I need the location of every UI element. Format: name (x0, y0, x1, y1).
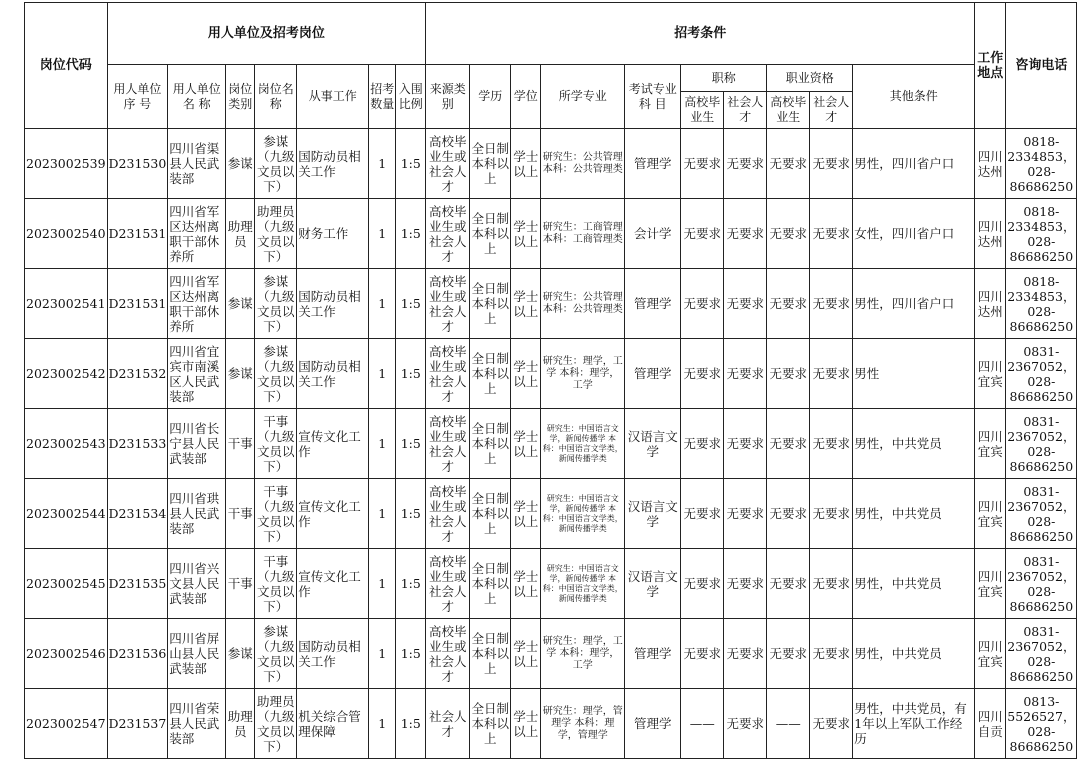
header-unit-group: 用人单位及招考岗位 (107, 3, 426, 65)
cell-major: 研究生：理学，管理学 本科：理学，管理学 (541, 689, 625, 759)
cell-count: 1 (369, 409, 396, 479)
header-qual-grad: 高校毕业生 (767, 92, 810, 129)
cell-major: 研究生：理学，工学 本科：理学，工学 (541, 619, 625, 689)
header-title-social: 社会人才 (724, 92, 767, 129)
cell-title-grad: 无要求 (681, 199, 724, 269)
cell-other: 男性，中共党员 (853, 549, 975, 619)
cell-title-grad: —— (681, 689, 724, 759)
cell-edu: 全日制本科以上 (470, 619, 511, 689)
cell-edu: 全日制本科以上 (470, 409, 511, 479)
cell-qual-social: 无要求 (810, 409, 853, 479)
cell-title-grad: 无要求 (681, 339, 724, 409)
table-row (25, 409, 1077, 479)
cell-code: 2023002542 (25, 339, 108, 409)
cell-work: 财务工作 (297, 199, 369, 269)
cell-title-social: 无要求 (724, 199, 767, 269)
cell-location: 四川达州 (975, 129, 1006, 199)
cell-major: 研究生：公共管理 本科：公共管理类 (541, 269, 625, 339)
header-other: 其他条件 (853, 65, 975, 129)
cell-source: 社会人才 (426, 689, 470, 759)
cell-title-grad: 无要求 (681, 479, 724, 549)
cell-phone: 0831-2367052，028-86686250 (1006, 479, 1077, 549)
cell-post-name: 参谋（九级文员以下） (255, 129, 297, 199)
cell-major: 研究生：公共管理 本科：公共管理类 (541, 129, 625, 199)
cell-source: 高校毕业生或社会人才 (426, 199, 470, 269)
cell-post-name: 参谋（九级文员以下） (255, 339, 297, 409)
cell-post-name: 干事（九级文员以下） (255, 549, 297, 619)
table-row (25, 339, 1077, 409)
cell-title-social: 无要求 (724, 339, 767, 409)
cell-title-social: 无要求 (724, 269, 767, 339)
cell-phone: 0831-2367052，028-86686250 (1006, 619, 1077, 689)
cell-source: 高校毕业生或社会人才 (426, 129, 470, 199)
cell-post-type: 干事 (226, 549, 255, 619)
table-row (25, 129, 1077, 199)
header-unit-no: 用人单位序 号 (107, 65, 168, 129)
cell-ratio: 1:5 (396, 619, 426, 689)
cell-title-grad: 无要求 (681, 129, 724, 199)
cell-qual-grad: 无要求 (767, 199, 810, 269)
cell-post-type: 参谋 (226, 129, 255, 199)
cell-other: 男性，四川省户口 (853, 129, 975, 199)
cell-post-type: 参谋 (226, 619, 255, 689)
cell-phone: 0818-2334853，028-86686250 (1006, 129, 1077, 199)
cell-ratio: 1:5 (396, 409, 426, 479)
cell-source: 高校毕业生或社会人才 (426, 479, 470, 549)
cell-major: 研究生：中国语言文学，新闻传播学 本科：中国语言文学类，新闻传播学类 (541, 479, 625, 549)
cell-edu: 全日制本科以上 (470, 269, 511, 339)
table-body (25, 129, 1077, 759)
cell-work: 国防动员相关工作 (297, 269, 369, 339)
cell-unit-no: D231532 (107, 339, 168, 409)
cell-ratio: 1:5 (396, 129, 426, 199)
header-location: 工作地点 (975, 3, 1006, 129)
table-row (25, 199, 1077, 269)
cell-post-type: 参谋 (226, 269, 255, 339)
header-title-group: 职称 (681, 65, 767, 92)
cell-unit-no: D231531 (107, 269, 168, 339)
cell-other: 男性，中共党员 (853, 479, 975, 549)
cell-work: 国防动员相关工作 (297, 339, 369, 409)
cell-edu: 全日制本科以上 (470, 129, 511, 199)
header-unit-name: 用人单位名 称 (168, 65, 226, 129)
cell-unit-no: D231534 (107, 479, 168, 549)
header-work: 从事工作 (297, 65, 369, 129)
cell-title-grad: 无要求 (681, 549, 724, 619)
cell-other: 男性，中共党员，有1年以上军队工作经历 (853, 689, 975, 759)
cell-unit-no: D231537 (107, 689, 168, 759)
header-major: 所学专业 (541, 65, 625, 129)
cell-qual-grad: 无要求 (767, 269, 810, 339)
cell-edu: 全日制本科以上 (470, 689, 511, 759)
recruitment-table (24, 2, 1077, 759)
cell-post-type: 干事 (226, 479, 255, 549)
cell-code: 2023002539 (25, 129, 108, 199)
cell-edu: 全日制本科以上 (470, 339, 511, 409)
cell-title-social: 无要求 (724, 409, 767, 479)
cell-location: 四川宜宾 (975, 479, 1006, 549)
cell-qual-grad: 无要求 (767, 619, 810, 689)
cell-degree: 学士以上 (511, 269, 541, 339)
cell-exam: 管理学 (625, 269, 681, 339)
cell-exam: 汉语言文学 (625, 549, 681, 619)
cell-count: 1 (369, 199, 396, 269)
cell-ratio: 1:5 (396, 689, 426, 759)
header-qual-social: 社会人才 (810, 92, 853, 129)
cell-qual-grad: 无要求 (767, 549, 810, 619)
cell-edu: 全日制本科以上 (470, 479, 511, 549)
cell-title-social: 无要求 (724, 619, 767, 689)
cell-location: 四川宜宾 (975, 339, 1006, 409)
cell-work: 机关综合管理保障 (297, 689, 369, 759)
cell-qual-social: 无要求 (810, 619, 853, 689)
cell-title-social: 无要求 (724, 549, 767, 619)
cell-unit-no: D231530 (107, 129, 168, 199)
cell-unit: 四川省军区达州离职干部休养所 (168, 269, 226, 339)
cell-post-name: 干事（九级文员以下） (255, 479, 297, 549)
cell-other: 女性，四川省户口 (853, 199, 975, 269)
cell-work: 宣传文化工作 (297, 549, 369, 619)
cell-exam: 汉语言文学 (625, 409, 681, 479)
cell-degree: 学士以上 (511, 619, 541, 689)
cell-count: 1 (369, 619, 396, 689)
cell-count: 1 (369, 269, 396, 339)
header-title-grad: 高校毕业生 (681, 92, 724, 129)
cell-phone: 0813-5526527，028-86686250 (1006, 689, 1077, 759)
cell-ratio: 1:5 (396, 549, 426, 619)
cell-post-type: 助理员 (226, 199, 255, 269)
cell-unit: 四川省屏山县人民武装部 (168, 619, 226, 689)
cell-qual-social: 无要求 (810, 269, 853, 339)
cell-exam: 管理学 (625, 129, 681, 199)
cell-location: 四川宜宾 (975, 409, 1006, 479)
cell-qual-grad: 无要求 (767, 479, 810, 549)
cell-code: 2023002543 (25, 409, 108, 479)
cell-unit-no: D231535 (107, 549, 168, 619)
cell-phone: 0818-2334853，028-86686250 (1006, 199, 1077, 269)
cell-location: 四川自贡 (975, 689, 1006, 759)
cell-count: 1 (369, 689, 396, 759)
cell-unit: 四川省军区达州离职干部休养所 (168, 199, 226, 269)
cell-edu: 全日制本科以上 (470, 549, 511, 619)
cell-qual-social: 无要求 (810, 689, 853, 759)
cell-degree: 学士以上 (511, 549, 541, 619)
cell-exam: 汉语言文学 (625, 479, 681, 549)
cell-location: 四川达州 (975, 199, 1006, 269)
header-post-type: 岗位类别 (226, 65, 255, 129)
cell-exam: 管理学 (625, 619, 681, 689)
cell-qual-grad: 无要求 (767, 409, 810, 479)
cell-other: 男性，四川省户口 (853, 269, 975, 339)
table-row (25, 619, 1077, 689)
cell-source: 高校毕业生或社会人才 (426, 339, 470, 409)
cell-phone: 0831-2367052，028-86686250 (1006, 339, 1077, 409)
cell-post-name: 参谋（九级文员以下） (255, 269, 297, 339)
cell-work: 宣传文化工作 (297, 409, 369, 479)
cell-unit: 四川省渠县人民武装部 (168, 129, 226, 199)
cell-title-grad: 无要求 (681, 409, 724, 479)
cell-exam: 会计学 (625, 199, 681, 269)
cell-qual-social: 无要求 (810, 199, 853, 269)
header-code: 岗位代码 (25, 3, 108, 129)
cell-unit: 四川省荣县人民武装部 (168, 689, 226, 759)
cell-qual-grad: 无要求 (767, 339, 810, 409)
cell-phone: 0831-2367052，028-86686250 (1006, 409, 1077, 479)
cell-title-social: 无要求 (724, 689, 767, 759)
cell-major: 研究生：中国语言文学，新闻传播学 本科：中国语言文学类，新闻传播学类 (541, 549, 625, 619)
cell-code: 2023002547 (25, 689, 108, 759)
cell-edu: 全日制本科以上 (470, 199, 511, 269)
cell-count: 1 (369, 549, 396, 619)
cell-other: 男性 (853, 339, 975, 409)
cell-post-name: 助理员（九级文员以下） (255, 199, 297, 269)
cell-ratio: 1:5 (396, 199, 426, 269)
header-edu: 学历 (470, 65, 511, 129)
cell-code: 2023002541 (25, 269, 108, 339)
cell-unit-no: D231536 (107, 619, 168, 689)
header-cond-group: 招考条件 (426, 3, 975, 65)
cell-qual-social: 无要求 (810, 549, 853, 619)
cell-source: 高校毕业生或社会人才 (426, 269, 470, 339)
cell-degree: 学士以上 (511, 409, 541, 479)
cell-unit-no: D231533 (107, 409, 168, 479)
cell-code: 2023002540 (25, 199, 108, 269)
cell-qual-grad: 无要求 (767, 129, 810, 199)
cell-post-name: 参谋（九级文员以下） (255, 619, 297, 689)
cell-major: 研究生：中国语言文学，新闻传播学 本科：中国语言文学类，新闻传播学类 (541, 409, 625, 479)
cell-ratio: 1:5 (396, 479, 426, 549)
header-exam: 考试专业科 目 (625, 65, 681, 129)
cell-title-social: 无要求 (724, 129, 767, 199)
cell-title-grad: 无要求 (681, 269, 724, 339)
header-source: 来源类别 (426, 65, 470, 129)
cell-location: 四川宜宾 (975, 549, 1006, 619)
cell-unit-no: D231531 (107, 199, 168, 269)
cell-post-name: 干事（九级文员以下） (255, 409, 297, 479)
cell-source: 高校毕业生或社会人才 (426, 409, 470, 479)
header-phone: 咨询电话 (1006, 3, 1077, 129)
header-post-name: 岗位名称 (255, 65, 297, 129)
cell-ratio: 1:5 (396, 339, 426, 409)
cell-degree: 学士以上 (511, 479, 541, 549)
cell-post-name: 助理员（九级文员以下） (255, 689, 297, 759)
cell-code: 2023002545 (25, 549, 108, 619)
cell-other: 男性，中共党员 (853, 619, 975, 689)
header-qual-group: 职业资格 (767, 65, 853, 92)
cell-qual-grad: —— (767, 689, 810, 759)
cell-exam: 管理学 (625, 339, 681, 409)
cell-exam: 管理学 (625, 689, 681, 759)
cell-degree: 学士以上 (511, 339, 541, 409)
table-row (25, 549, 1077, 619)
cell-major: 研究生：工商管理 本科：工商管理类 (541, 199, 625, 269)
table-row (25, 269, 1077, 339)
cell-unit: 四川省长宁县人民武装部 (168, 409, 226, 479)
cell-unit: 四川省兴文县人民武装部 (168, 549, 226, 619)
cell-location: 四川宜宾 (975, 619, 1006, 689)
header-degree: 学位 (511, 65, 541, 129)
cell-post-type: 参谋 (226, 339, 255, 409)
cell-unit: 四川省珙县人民武装部 (168, 479, 226, 549)
cell-phone: 0818-2334853，028-86686250 (1006, 269, 1077, 339)
cell-work: 国防动员相关工作 (297, 619, 369, 689)
cell-degree: 学士以上 (511, 689, 541, 759)
table-row (25, 479, 1077, 549)
cell-phone: 0831-2367052，028-86686250 (1006, 549, 1077, 619)
cell-count: 1 (369, 339, 396, 409)
cell-qual-social: 无要求 (810, 479, 853, 549)
header-ratio: 入围比例 (396, 65, 426, 129)
cell-degree: 学士以上 (511, 199, 541, 269)
cell-degree: 学士以上 (511, 129, 541, 199)
cell-count: 1 (369, 479, 396, 549)
cell-title-grad: 无要求 (681, 619, 724, 689)
cell-count: 1 (369, 129, 396, 199)
cell-unit: 四川省宜宾市南溪区人民武装部 (168, 339, 226, 409)
cell-qual-social: 无要求 (810, 129, 853, 199)
table-row (25, 689, 1077, 759)
cell-ratio: 1:5 (396, 269, 426, 339)
cell-source: 高校毕业生或社会人才 (426, 549, 470, 619)
cell-code: 2023002546 (25, 619, 108, 689)
cell-source: 高校毕业生或社会人才 (426, 619, 470, 689)
cell-major: 研究生：理学，工学 本科：理学，工学 (541, 339, 625, 409)
cell-title-social: 无要求 (724, 479, 767, 549)
cell-post-type: 助理员 (226, 689, 255, 759)
header-count: 招考数量 (369, 65, 396, 129)
cell-code: 2023002544 (25, 479, 108, 549)
cell-qual-social: 无要求 (810, 339, 853, 409)
cell-post-type: 干事 (226, 409, 255, 479)
cell-location: 四川达州 (975, 269, 1006, 339)
cell-work: 国防动员相关工作 (297, 129, 369, 199)
cell-other: 男性，中共党员 (853, 409, 975, 479)
cell-work: 宣传文化工作 (297, 479, 369, 549)
